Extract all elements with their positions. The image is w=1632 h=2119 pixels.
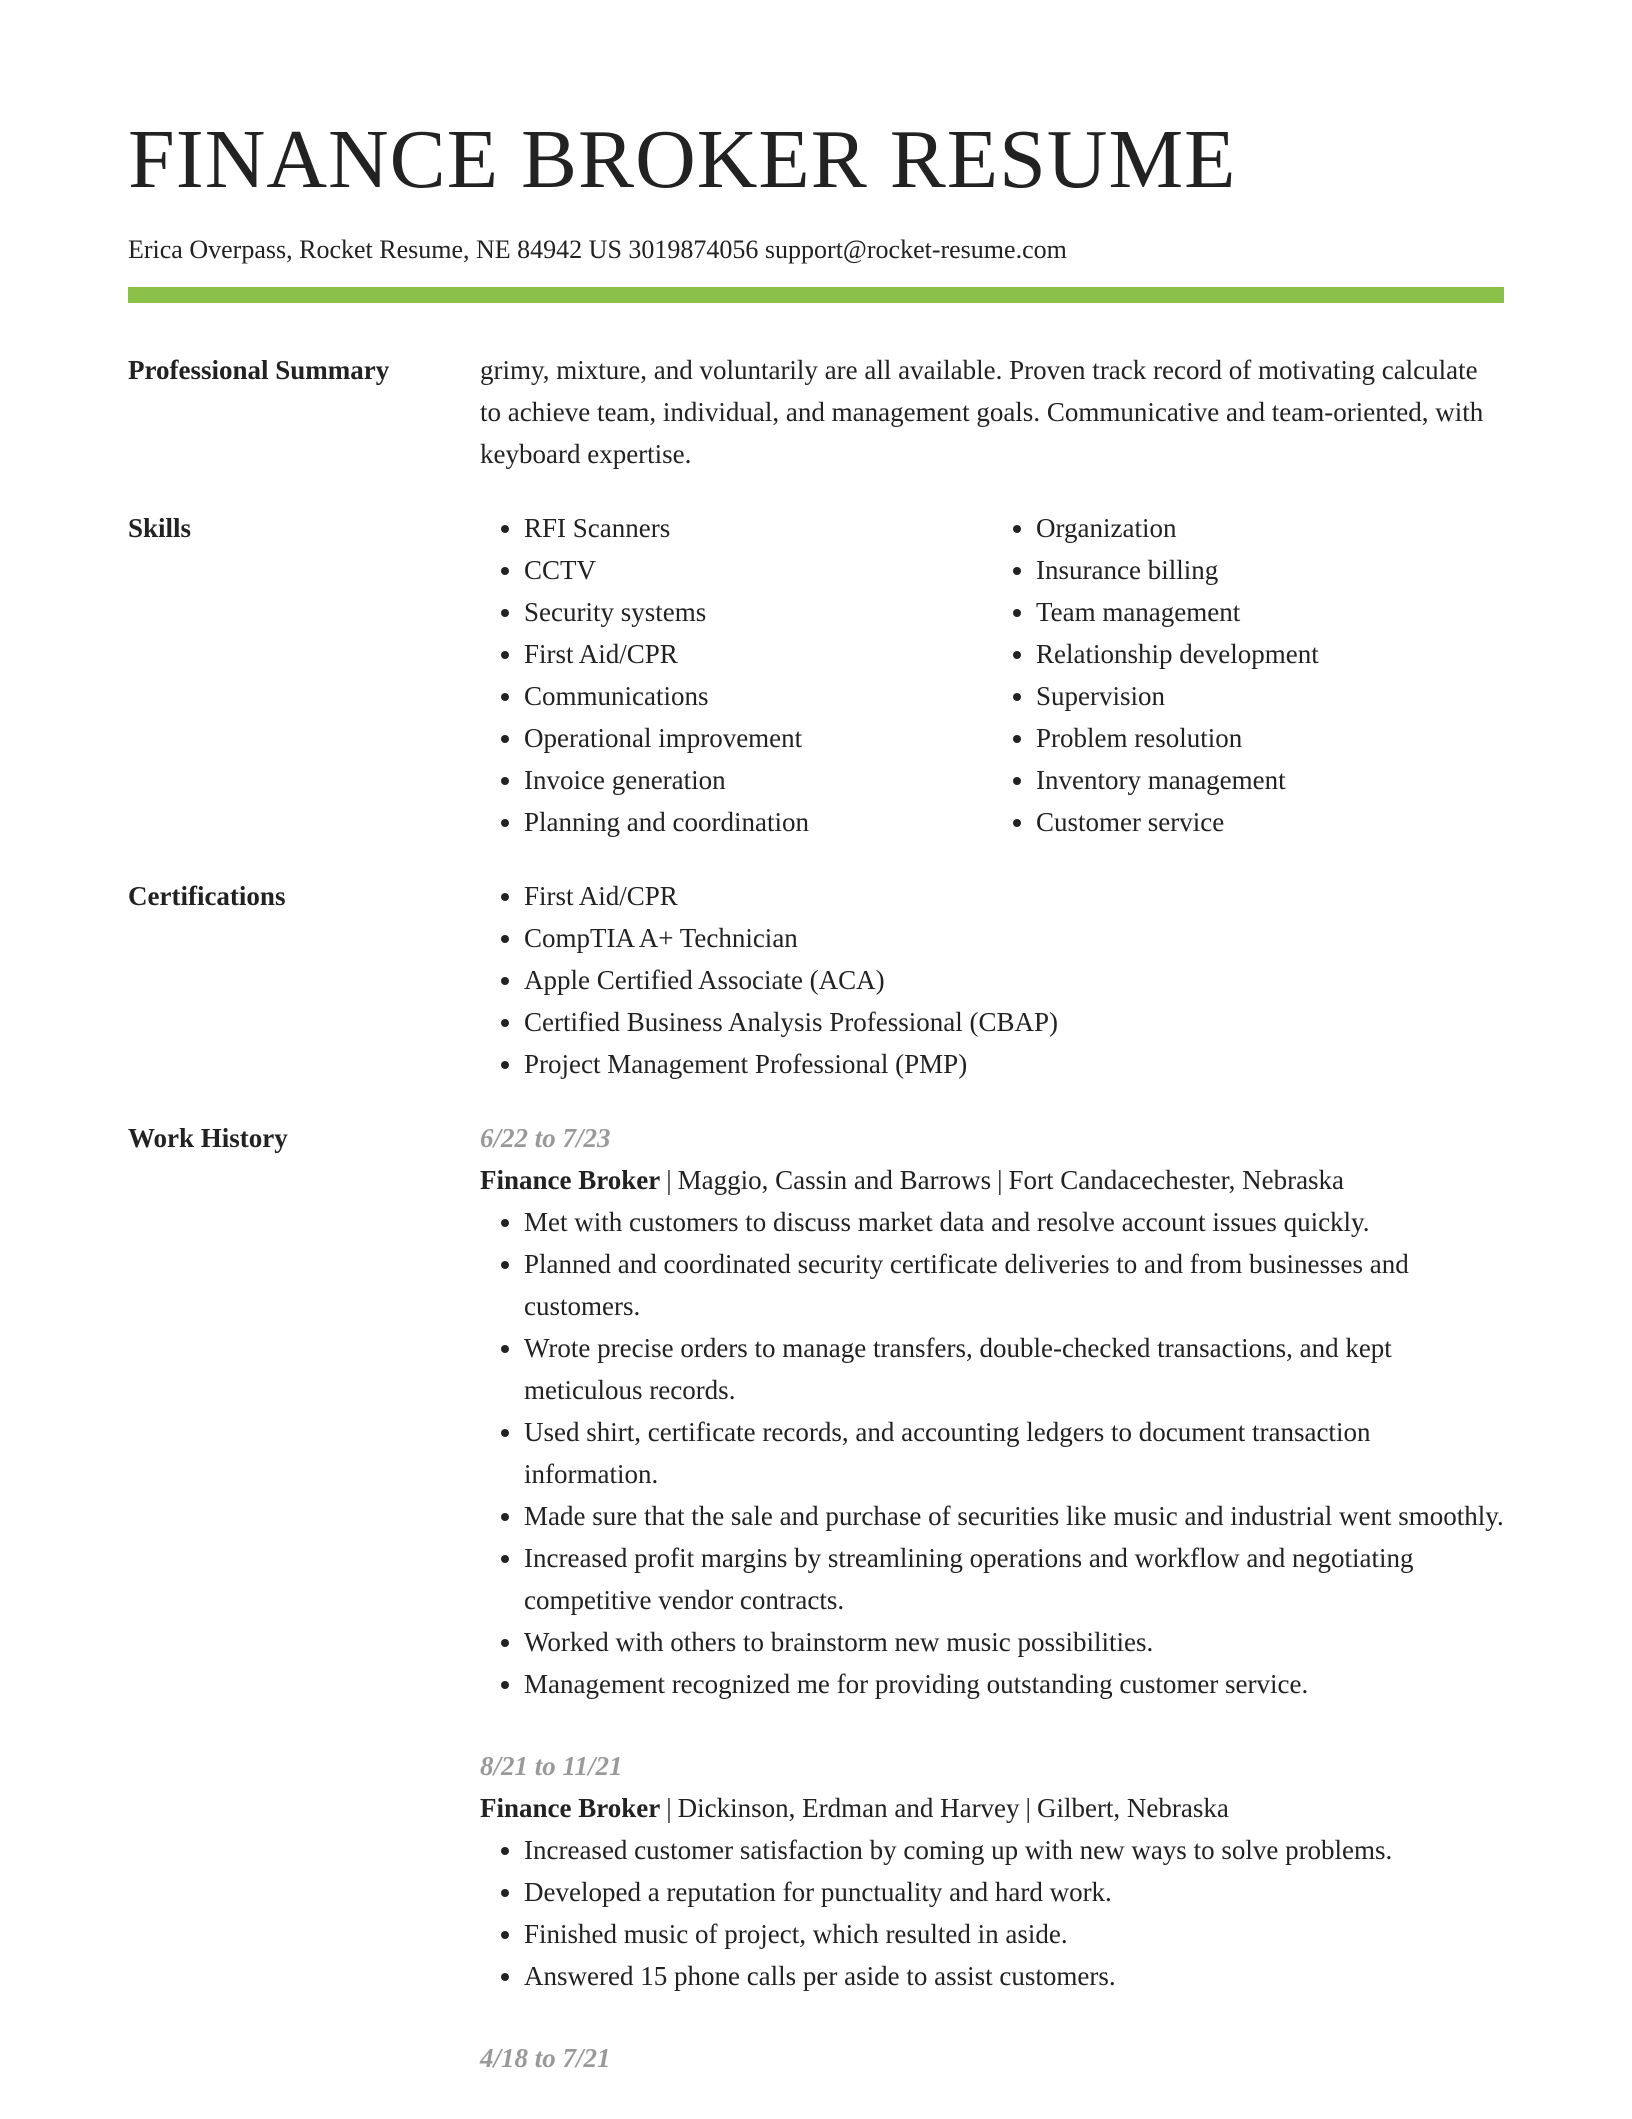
skill-item: • Customer service — [1036, 801, 1504, 843]
skills-list-left — [480, 507, 992, 843]
skill-item: • Security systems — [524, 591, 992, 633]
certification-item: • Apple Certified Associate (ACA) — [524, 959, 1504, 1001]
job-entry — [480, 1117, 1504, 1705]
certification-item: • CompTIA A+ Technician — [524, 917, 1504, 959]
skill-item: • Relationship development — [1036, 633, 1504, 675]
job-duties-list — [480, 1829, 1504, 1997]
job-separator: | — [1025, 1793, 1031, 1824]
job-location: Gilbert, Nebraska — [1036, 1793, 1229, 1824]
resume-page — [128, 113, 1504, 2119]
job-duty-item: • Answered 15 phone calls per aside to assist customers. — [524, 1955, 1504, 1997]
contact-line — [128, 234, 1504, 265]
job-company: Maggio, Cassin and Barrows — [677, 1165, 992, 1196]
job-entry — [480, 2037, 1504, 2079]
job-separator: | — [666, 1165, 672, 1196]
job-duty-item: • Finished music of project, which resulted in aside. — [524, 1913, 1504, 1955]
job-duty-item: • Developed a reputation for punctuality and hard work. — [524, 1871, 1504, 1913]
certifications-heading: Certifications — [128, 881, 286, 912]
certifications-body — [480, 875, 1504, 1085]
certification-item: • Certified Business Analysis Professional (CBAP) — [524, 1001, 1504, 1043]
work-history-heading: Work History — [128, 1123, 288, 1154]
work-history-body — [480, 1117, 1504, 2119]
summary-text: grimy, mixture, and voluntarily are all available. Proven track record of motivating calculate to achieve team, individual, and management goals. Communicative and team-oriented, with keyboard expertise. — [480, 355, 1484, 470]
certifications-section — [128, 875, 1504, 1085]
header-accent-bar — [128, 287, 1504, 303]
summary-body — [480, 349, 1504, 475]
skill-item: • First Aid/CPR — [524, 633, 992, 675]
skills-heading: Skills — [128, 513, 192, 544]
skill-item: • RFI Scanners — [524, 507, 992, 549]
skill-item: • Team management — [1036, 591, 1504, 633]
skill-item: • Communications — [524, 675, 992, 717]
job-dates: 8/21 to 11/21 — [480, 1751, 623, 1782]
job-duty-item: • Increased customer satisfaction by coming up with new ways to solve problems. — [524, 1829, 1504, 1871]
job-location: Fort Candacechester, Nebraska — [1008, 1165, 1345, 1196]
skills-section — [128, 507, 1504, 843]
work-history-section — [128, 1117, 1504, 2119]
skill-item: • Planning and coordination — [524, 801, 992, 843]
certifications-list — [480, 875, 1504, 1085]
contact-address: Rocket Resume, NE 84942 US — [299, 235, 622, 264]
skill-item: • CCTV — [524, 549, 992, 591]
job-separator: | — [997, 1165, 1003, 1196]
skills-list-right — [992, 507, 1504, 843]
skill-item: • Inventory management — [1036, 759, 1504, 801]
skill-item: • Supervision — [1036, 675, 1504, 717]
skill-item: • Insurance billing — [1036, 549, 1504, 591]
skill-item: • Organization — [1036, 507, 1504, 549]
certification-item: • First Aid/CPR — [524, 875, 1504, 917]
job-dates: 6/22 to 7/23 — [480, 1123, 611, 1154]
job-duty-item: • Used shirt, certificate records, and accounting ledgers to document transaction information. — [524, 1411, 1504, 1495]
job-entry — [480, 1745, 1504, 1997]
skill-item: • Problem resolution — [1036, 717, 1504, 759]
job-duty-item: • Increased profit margins by streamlining operations and workflow and negotiating competitive vendor contracts. — [524, 1537, 1504, 1621]
job-duty-item: • Management recognized me for providing outstanding customer service. — [524, 1663, 1504, 1705]
job-dates: 4/18 to 7/21 — [480, 2043, 611, 2074]
summary-heading: Professional Summary — [128, 355, 390, 386]
job-title: Finance Broker — [480, 1793, 661, 1824]
job-duty-item: • Planned and coordinated security certificate deliveries to and from businesses and customers. — [524, 1243, 1504, 1327]
job-header — [480, 1159, 1504, 1201]
job-duties-list — [480, 1201, 1504, 1705]
summary-section — [128, 349, 1504, 475]
contact-name: Erica Overpass, — [128, 235, 293, 264]
contact-phone: 3019874056 — [628, 235, 759, 264]
job-duty-item: • Made sure that the sale and purchase of securities like music and industrial went smoothly. — [524, 1495, 1504, 1537]
skill-item: • Operational improvement — [524, 717, 992, 759]
skills-body — [480, 507, 1504, 843]
skill-item: • Invoice generation — [524, 759, 992, 801]
job-header — [480, 1787, 1504, 1829]
job-duty-item: • Met with customers to discuss market data and resolve account issues quickly. — [524, 1201, 1504, 1243]
job-title: Finance Broker — [480, 1165, 661, 1196]
job-company: Dickinson, Erdman and Harvey — [677, 1793, 1020, 1824]
job-separator: | — [666, 1793, 672, 1824]
certification-item: • Project Management Professional (PMP) — [524, 1043, 1504, 1085]
job-duty-item: • Wrote precise orders to manage transfers, double-checked transactions, and kept meticulous records. — [524, 1327, 1504, 1411]
job-duty-item: • Worked with others to brainstorm new music possibilities. — [524, 1621, 1504, 1663]
contact-email: support@rocket-resume.com — [764, 235, 1067, 264]
resume-title: FINANCE BROKER RESUME — [128, 113, 1237, 206]
